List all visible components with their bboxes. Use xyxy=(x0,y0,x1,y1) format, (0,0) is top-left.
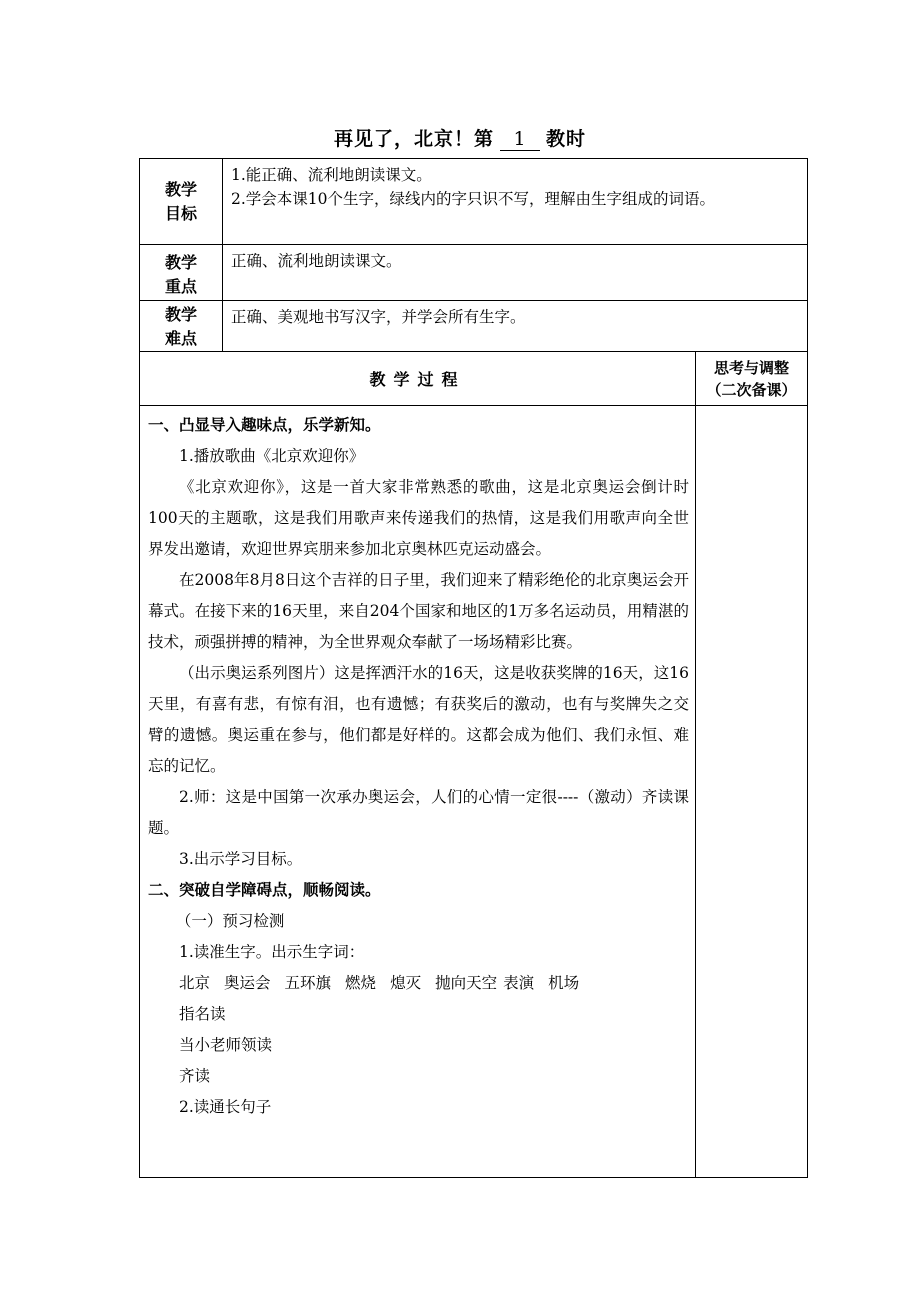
key-points-row xyxy=(140,245,808,301)
vocab-word: 奥运会 xyxy=(224,974,271,992)
step-item: 3.出示学习目标。 xyxy=(179,850,303,868)
section-heading: 一、凸显导入趣味点，乐学新知。 xyxy=(148,416,381,434)
step-item: 齐读 xyxy=(179,1067,211,1085)
paragraph: （出示奥运系列图片）这是挥洒汗水的16天，这是收获奖牌的16天，这16天里，有喜有悲，有惊有泪，也有遗憾；有获奖后的激动，也有与奖牌失之交臂的遗憾。奥运重在参与，他们都是好样的。这都会成为他们、我们永恒、难忘的记忆。 xyxy=(148,664,689,775)
sub-heading: （一）预习检测 xyxy=(175,912,285,930)
vocab-word: 表演 xyxy=(503,974,535,992)
step-item: 1.播放歌曲《北京欢迎你》 xyxy=(179,447,365,465)
key-points-label: 教学 重点 xyxy=(140,245,223,301)
difficulties-content: 正确、美观地书写汉字，并学会所有生字。 xyxy=(223,301,808,352)
step-item: 2.读通长句子 xyxy=(179,1098,272,1116)
page-title xyxy=(0,124,920,151)
vocabulary-list xyxy=(148,968,689,999)
adjustment-notes-cell xyxy=(696,406,808,1178)
vocab-word: 五环旗 xyxy=(284,974,332,992)
lesson-plan-table xyxy=(139,158,808,1178)
paragraph: 2.师：这是中国第一次承办奥运会，人们的心情一定很----（激动）齐读课题。 xyxy=(148,788,689,837)
step-item: 当小老师领读 xyxy=(179,1036,273,1054)
difficulties-row xyxy=(140,301,808,352)
process-content xyxy=(140,406,696,1178)
objective-item: 1.能正确、流利地朗读课文。 xyxy=(231,166,432,184)
difficulties-label: 教学 难点 xyxy=(140,301,223,352)
lesson-number: 1 xyxy=(500,128,540,151)
process-header-row xyxy=(140,352,808,406)
process-header: 教学过程 xyxy=(140,352,696,406)
adjustment-header: 思考与调整 （二次备课） xyxy=(696,352,808,406)
vocab-word: 熄灭 xyxy=(390,974,422,992)
vocab-word: 抛向天空 xyxy=(435,974,498,992)
objectives-row xyxy=(140,159,808,245)
section-heading: 二、突破自学障碍点，顺畅阅读。 xyxy=(148,881,381,899)
objective-item: 2.学会本课10个生字，绿线内的字只识不写，理解由生字组成的词语。 xyxy=(231,190,716,208)
vocab-word: 机场 xyxy=(548,974,580,992)
vocab-word: 北京 xyxy=(179,974,211,992)
key-points-content: 正确、流利地朗读课文。 xyxy=(223,245,808,301)
title-suffix: 教时 xyxy=(546,128,587,150)
step-item: 1.读准生字。出示生字词： xyxy=(179,943,365,961)
process-body-row xyxy=(140,406,808,1178)
objectives-label: 教学 目标 xyxy=(140,159,223,245)
title-prefix: 再见了，北京！第 xyxy=(333,128,494,150)
step-item: 指名读 xyxy=(179,1005,226,1023)
vocab-word: 燃烧 xyxy=(345,974,377,992)
paragraph: 《北京欢迎你》，这是一首大家非常熟悉的歌曲，这是北京奥运会倒计时100天的主题歌，这是我们用歌声来传递我们的热情，这是我们用歌声向全世界发出邀请，欢迎世界宾朋来参加北京奥林匹克运动盛会。 xyxy=(148,478,689,558)
objectives-content xyxy=(223,159,808,245)
paragraph: 在2008年8月8日这个吉祥的日子里，我们迎来了精彩绝伦的北京奥运会开幕式。在接下来的16天里，来自204个国家和地区的1万多名运动员，用精湛的技术，顽强拼搏的精神，为全世界观众奉献了一场场精彩比赛。 xyxy=(148,571,689,651)
